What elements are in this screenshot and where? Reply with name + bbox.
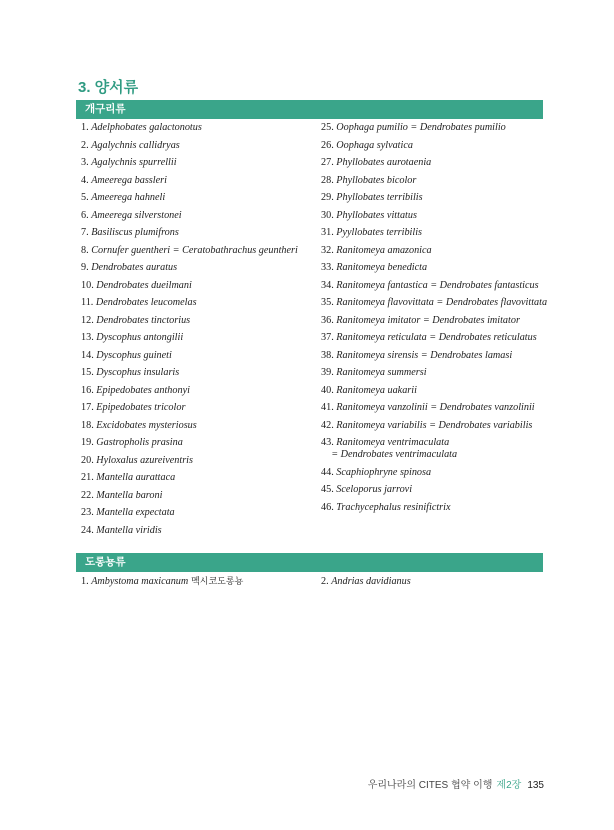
species-number: 16. (81, 384, 97, 396)
species-name: Ameerega hahneli (91, 192, 166, 203)
section-title: 3. 양서류 (78, 79, 139, 96)
species-name: Basiliscus plumifrons (91, 227, 179, 238)
species-number: 9. (81, 262, 92, 273)
species-name: Epipedobates tricolor (96, 402, 186, 413)
species-item (81, 507, 317, 519)
species-name: Dyscophus antongilii (96, 332, 184, 343)
species-item (81, 297, 317, 309)
species-number: 41. (321, 402, 337, 413)
species-item (81, 490, 317, 502)
species-name: Phyllobates bicolor (336, 174, 417, 186)
species-name: Dendrobates leucomelas (95, 297, 197, 308)
species-number: 11. (81, 297, 96, 308)
species-name: Phyllobates aurotaenia (336, 157, 432, 168)
species-number: 20. (81, 454, 97, 466)
species-item (321, 385, 551, 397)
page-number: 135 (527, 780, 544, 791)
species-name: Oophaga sylvatica (336, 139, 413, 151)
species-number: 29. (321, 192, 337, 203)
species-item (81, 315, 317, 327)
species-name: Ranitomeya reticulata = Dendrobates reticulatus (336, 332, 537, 343)
species-number: 15. (81, 367, 97, 378)
species-item (321, 332, 551, 344)
species-number: 35. (321, 297, 337, 308)
species-item (81, 280, 317, 292)
species-name: Ambystoma maxicanum (91, 576, 189, 587)
species-item (81, 420, 317, 432)
species-number: 28. (321, 174, 337, 186)
frogs-list-right (321, 122, 551, 519)
species-item (321, 140, 551, 152)
species-number: 19. (81, 437, 97, 448)
species-item (81, 455, 317, 467)
species-item (321, 280, 551, 292)
species-name: Dendrobates auratus (91, 262, 178, 273)
species-name: Ranitomeya benedicta (336, 262, 428, 273)
species-number: 13. (81, 332, 97, 343)
species-item (321, 122, 551, 134)
species-item (321, 297, 551, 309)
species-number: 17. (81, 402, 97, 413)
species-number: 18. (81, 419, 97, 431)
species-number: 30. (321, 209, 337, 221)
species-number: 1. (81, 122, 92, 133)
species-item (321, 437, 551, 461)
species-name: Trachycephalus resinifictrix (336, 501, 451, 513)
species-item (81, 402, 317, 414)
species-item (81, 245, 317, 257)
species-item (321, 227, 551, 239)
species-name: Phyllobates terribilis (336, 192, 423, 203)
species-name: Dendrobates dueilmani (96, 279, 192, 291)
species-name: Gastropholis prasina (96, 437, 183, 448)
species-item (81, 210, 317, 222)
species-item (81, 262, 317, 274)
species-item (321, 484, 551, 496)
species-number: 10. (81, 279, 97, 291)
species-name: Ameerega bassleri (91, 174, 167, 186)
species-number: 2. (81, 139, 92, 151)
species-number: 4. (81, 174, 92, 186)
species-name: Ranitomeya vanzolinii = Dendrobates vanzolinii (336, 402, 535, 413)
frogs-list-left (81, 122, 317, 542)
korean-common-name: 멕시코도롱뇽 (188, 577, 244, 587)
species-name: Epipedobates anthonyi (96, 384, 190, 396)
species-number: 40. (321, 384, 337, 396)
species-item (321, 192, 551, 204)
species-item (321, 245, 551, 257)
species-number: 5. (81, 192, 92, 203)
species-item (81, 472, 317, 484)
species-item (81, 175, 317, 187)
species-name: Ranitomeya sirensis = Dendrobates lamasi (336, 349, 513, 361)
species-name: Adelphobates galactonotus (91, 122, 202, 133)
species-name: Phyllobates vittatus (336, 209, 417, 221)
species-number: 8. (81, 244, 92, 256)
salamanders-heading: 도롱뇽류 (76, 553, 543, 572)
species-number: 12. (81, 314, 97, 326)
species-name: Andrias davidianus (331, 576, 411, 587)
species-name: Hyloxalus azureiventris (96, 454, 193, 466)
species-number: 2. (321, 576, 332, 587)
species-item (321, 502, 551, 514)
species-number: 31. (321, 227, 337, 238)
species-name: Pyyllobates terribilis (336, 227, 423, 238)
species-number: 32. (321, 244, 337, 256)
species-number: 6. (81, 209, 92, 221)
species-number: 43. (321, 437, 337, 448)
species-item (81, 367, 317, 379)
species-item (81, 122, 317, 134)
species-name: Dyscophus insularis (96, 367, 180, 378)
species-number: 44. (321, 466, 337, 478)
species-name: Ranitomeya uakarii (336, 384, 417, 396)
species-number: 34. (321, 279, 337, 291)
species-number: 14. (81, 349, 97, 361)
species-number: 25. (321, 122, 337, 133)
species-item (321, 157, 551, 169)
footer-chapter: 제2장 (496, 780, 522, 791)
species-number: 21. (81, 472, 97, 483)
species-number: 36. (321, 314, 337, 326)
species-item (321, 350, 551, 362)
species-name: Agalychnis callidryas (91, 139, 180, 151)
footer-book-title: 우리나라의 CITES 협약 이행 (367, 780, 493, 791)
species-item (81, 140, 317, 152)
species-item (321, 402, 551, 414)
species-number: 39. (321, 367, 337, 378)
species-number: 46. (321, 501, 337, 513)
species-item (81, 525, 317, 537)
salamanders-list-right (321, 576, 551, 594)
species-name: Agalychnis spurrellii (91, 157, 177, 168)
species-item (81, 227, 317, 239)
species-item (321, 576, 551, 588)
species-name: Mantella expectata (96, 507, 175, 518)
species-item (81, 332, 317, 344)
page-footer (368, 776, 544, 791)
species-name: Scaphiophryne spinosa (336, 466, 432, 478)
species-name: Dendrobates tinctorius (96, 314, 191, 326)
frogs-heading: 개구리류 (76, 100, 543, 119)
species-name: Ameerega silverstonei (91, 209, 182, 221)
species-item (81, 192, 317, 204)
species-name: Cornufer guentheri = Ceratobathrachus geuntheri (91, 244, 298, 256)
species-name: Ranitomeya variabilis = Dendrobates variabilis (336, 419, 533, 431)
species-item (81, 576, 317, 588)
species-item (321, 420, 551, 432)
species-number: 26. (321, 139, 337, 151)
species-name: Ranitomeya ventrimaculata (336, 437, 450, 448)
species-number: 27. (321, 157, 337, 168)
species-item (321, 175, 551, 187)
species-name: Dyscophus guineti (96, 349, 172, 361)
species-item (81, 157, 317, 169)
species-item (321, 210, 551, 222)
species-number: 3. (81, 157, 92, 168)
species-number: 7. (81, 227, 92, 238)
species-number: 37. (321, 332, 337, 343)
species-item (321, 367, 551, 379)
species-number: 22. (81, 489, 97, 501)
species-name: Excidobates mysteriosus (96, 419, 197, 431)
species-name: Mantella viridis (96, 524, 162, 536)
species-item (321, 467, 551, 479)
species-name: Mantella aurattaca (96, 472, 176, 483)
species-name: Ranitomeya fantastica = Dendrobates fantasticus (336, 279, 539, 291)
species-name: = Dendrobates ventrimaculata (331, 449, 458, 460)
species-item (81, 437, 317, 449)
species-item (81, 385, 317, 397)
species-number: 33. (321, 262, 337, 273)
species-number: 23. (81, 507, 97, 518)
species-number: 1. (81, 576, 92, 587)
species-number: 24. (81, 524, 97, 536)
species-number: 38. (321, 349, 337, 361)
species-name: Oophaga pumilio = Dendrobates pumilio (336, 122, 506, 133)
species-number: 42. (321, 419, 337, 431)
species-name: Ranitomeya amazonica (336, 244, 432, 256)
species-name: Mantella baroni (96, 489, 163, 501)
species-name: Ranitomeya summersi (336, 367, 427, 378)
species-name: Ranitomeya imitator = Dendrobates imitator (336, 314, 520, 326)
species-name: Sceloporus jarrovi (336, 484, 413, 495)
species-item (321, 262, 551, 274)
species-item (81, 350, 317, 362)
salamanders-list-left (81, 576, 317, 594)
species-name: Ranitomeya flavovittata = Dendrobates flavovittata (336, 297, 548, 308)
species-number: 45. (321, 484, 337, 495)
species-item (321, 315, 551, 327)
